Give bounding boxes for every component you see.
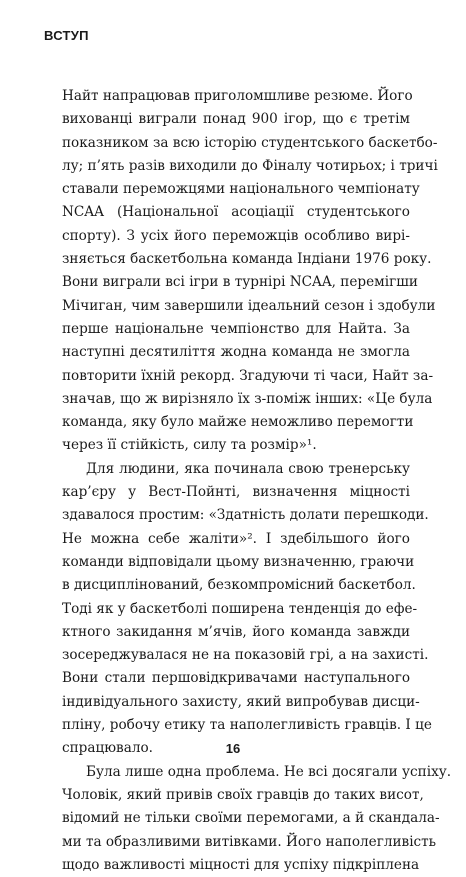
text-line: здавалося простим: «Здатність долати перешкоди. (62, 507, 429, 524)
text-line: команди відповідали цьому визначенню, граючи (62, 553, 415, 570)
text-line: команда, яку було майже неможливо перемогти (62, 414, 414, 431)
text-line: Для людини, яка починала свою тренерську (86, 460, 410, 477)
text-line: наступні десятиліття жодна команда не змогла (62, 344, 410, 361)
text-line: ми та образливими витівками. Його наполегливість (62, 833, 437, 850)
body-text (62, 85, 452, 877)
text-line: спорту). З усіх його переможців особливо вирі- (62, 227, 410, 244)
text-line: повторити їхній рекорд. Згадуючи ті часи, Найт за- (62, 367, 434, 384)
text-line: щодо важливості міцності для успіху підкріплена (62, 856, 420, 873)
text-line: Мічиган, чим завершили ідеальний сезон і здобули (62, 297, 436, 314)
page-number: 16 (225, 741, 241, 756)
text-line: Вони виграли всі ігри в турнірі NCAA, перемігши (62, 274, 418, 291)
text-line: Тоді як у баскетболі поширена тенденція до ефе- (62, 600, 418, 617)
text-line: значав, що ж вирізняло їх з-поміж інших: «Це була (62, 390, 433, 407)
text-line: ставали переможцями національного чемпіонату (62, 181, 420, 198)
text-line: Не можна себе жаліти»². І здебільшого його (62, 530, 410, 547)
text-line: показником за всю історію студентського баскетбо- (62, 134, 438, 151)
text-line: Найт напрацював приголомшливе резюме. Його (62, 88, 413, 104)
section-header: ВСТУП (44, 28, 89, 43)
text-line: в дисциплінований, безкомпромісний баскетбол. (62, 577, 416, 594)
text-line: через її стійкість, силу та розмір»¹. (62, 437, 317, 454)
text-line: зняється баскетбольна команда Індіани 1976 року. (62, 251, 432, 268)
text-line: пліну, робочу етику та наполегливість гравців. І це (62, 717, 432, 734)
text-line: спрацювало. (62, 740, 153, 757)
text-line: кар’єру у Вест-Пойнті, визначення міцності (62, 484, 410, 501)
text-line: вихованці виграли понад 900 ігор, що є третім (62, 111, 410, 128)
text-line: лу; п’ять разів виходили до Фіналу чотирьох; і тричі (62, 157, 438, 174)
text-line: індивідуального захисту, який випробував дисци- (62, 693, 420, 710)
text-line: Чоловік, який привів своїх гравців до таких висот, (62, 786, 424, 803)
text-line: зосереджувалася не на показовій грі, а на захисті. (62, 647, 429, 664)
text-line: Була лише одна проблема. Не всі досягали успіху. (86, 763, 452, 780)
text-line: ктного закидання м’ячів, його команда завжди (62, 623, 410, 640)
text-line: відомий не тільки своїми перемогами, а й скандала- (62, 810, 440, 827)
text-line: NCAA (Національної асоціації студентського (62, 204, 410, 221)
text-line: Вони стали першовідкривачами наступального (62, 670, 410, 687)
text-line: перше національне чемпіонство для Найта. За (62, 320, 410, 337)
